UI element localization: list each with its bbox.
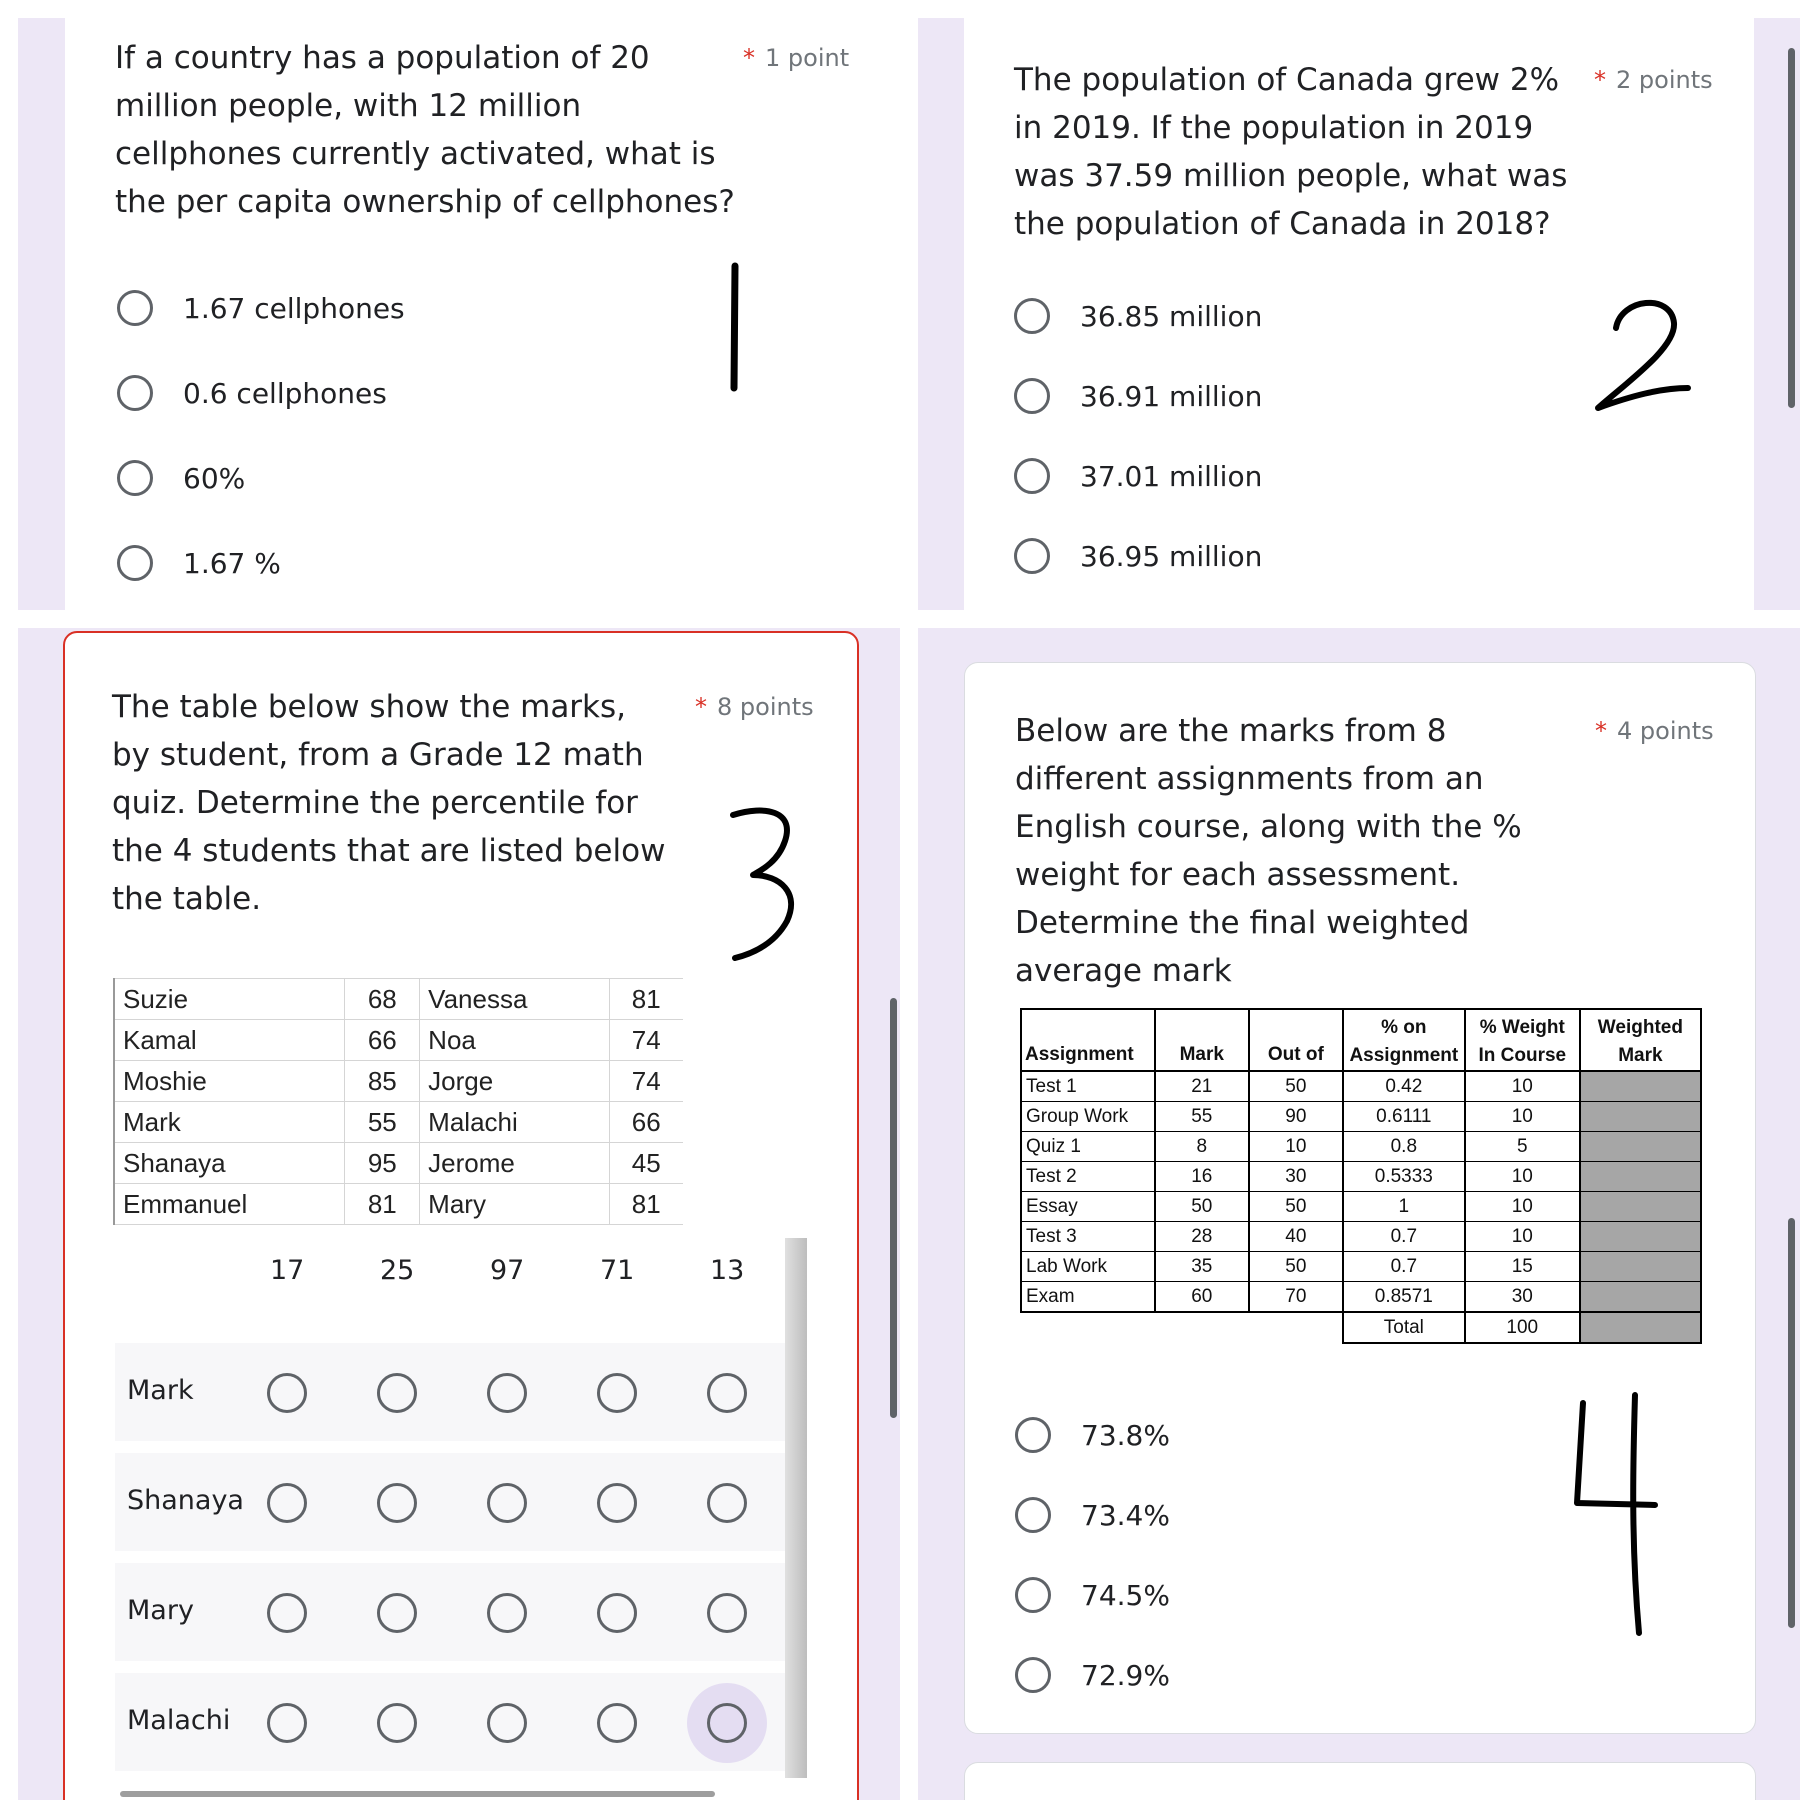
grid-radio[interactable] bbox=[267, 1703, 307, 1743]
radio-button[interactable] bbox=[117, 460, 153, 496]
panel-question-1 bbox=[18, 18, 900, 610]
option-label: 36.95 million bbox=[1080, 539, 1263, 573]
panel-question-2 bbox=[918, 18, 1800, 610]
table-row bbox=[114, 1102, 683, 1143]
question-4-title: Below are the marks from 8 different assignments from an English course, along with the % weight for each assessment. Determine the final weighted average mark bbox=[1015, 713, 1522, 989]
weighted-mark-cell bbox=[1580, 1102, 1701, 1132]
mark-cell: 28 bbox=[1155, 1222, 1249, 1252]
student-mark: 81 bbox=[609, 979, 683, 1020]
empty-cell bbox=[1155, 1312, 1249, 1343]
question-card-4 bbox=[964, 662, 1756, 1734]
assignment-name: Exam bbox=[1021, 1282, 1155, 1313]
radio-button[interactable] bbox=[1015, 1657, 1051, 1693]
weight-cell: 10 bbox=[1465, 1192, 1580, 1222]
table-row bbox=[114, 1061, 683, 1102]
student-mark: 66 bbox=[345, 1020, 420, 1061]
mark-cell: 35 bbox=[1155, 1252, 1249, 1282]
option-2[interactable] bbox=[117, 375, 387, 411]
option-label: 73.4% bbox=[1081, 1498, 1170, 1532]
option-4[interactable] bbox=[117, 545, 281, 581]
total-value: 100 bbox=[1465, 1312, 1580, 1343]
student-mark: 55 bbox=[345, 1102, 420, 1143]
grid-radio[interactable] bbox=[597, 1703, 637, 1743]
option-label: 1.67 % bbox=[183, 546, 281, 580]
table-total-row bbox=[1021, 1312, 1701, 1343]
grid-radio[interactable] bbox=[487, 1703, 527, 1743]
option-1[interactable] bbox=[1015, 1417, 1170, 1453]
student-mark: 81 bbox=[345, 1184, 420, 1225]
assignment-name: Test 1 bbox=[1021, 1071, 1155, 1102]
percent-cell: 0.6111 bbox=[1343, 1102, 1465, 1132]
panel-question-4 bbox=[918, 628, 1800, 1800]
student-mark: 81 bbox=[609, 1184, 683, 1225]
weighted-mark-cell bbox=[1580, 1071, 1701, 1102]
column-header: Mark bbox=[1155, 1009, 1249, 1071]
next-question-card bbox=[964, 1762, 1756, 1800]
assignment-name: Quiz 1 bbox=[1021, 1132, 1155, 1162]
student-name: Jorge bbox=[420, 1061, 609, 1102]
grid-row-label: Malachi bbox=[127, 1705, 231, 1736]
column-header: Out of bbox=[1249, 1009, 1343, 1071]
percent-cell: 0.8 bbox=[1343, 1132, 1465, 1162]
question-card-2 bbox=[964, 18, 1754, 610]
student-mark: 74 bbox=[609, 1061, 683, 1102]
student-mark: 45 bbox=[609, 1143, 683, 1184]
radio-button[interactable] bbox=[117, 290, 153, 326]
grid-column-header: 71 bbox=[600, 1255, 635, 1286]
table-row bbox=[114, 1020, 683, 1061]
option-4[interactable] bbox=[1014, 538, 1262, 574]
scrollbar[interactable] bbox=[890, 998, 897, 1418]
grid-row-mary bbox=[115, 1563, 795, 1661]
scrollbar[interactable] bbox=[1788, 1218, 1795, 1628]
column-header: % on Assignment bbox=[1343, 1009, 1465, 1071]
table-row bbox=[1021, 1102, 1701, 1132]
assignment-name: Test 2 bbox=[1021, 1162, 1155, 1192]
option-4[interactable] bbox=[1015, 1657, 1170, 1693]
handwritten-number-4 bbox=[1555, 1383, 1665, 1643]
question-2-points bbox=[1594, 66, 1713, 94]
option-label: 1.67 cellphones bbox=[183, 291, 405, 325]
grid-radio[interactable] bbox=[377, 1593, 417, 1633]
radio-button[interactable] bbox=[1014, 378, 1050, 414]
option-label: 37.01 million bbox=[1080, 459, 1263, 493]
mark-cell: 8 bbox=[1155, 1132, 1249, 1162]
question-3-points bbox=[695, 693, 814, 721]
student-name: Vanessa bbox=[420, 979, 609, 1020]
weighted-mark-cell bbox=[1580, 1252, 1701, 1282]
student-mark: 68 bbox=[345, 979, 420, 1020]
radio-button[interactable] bbox=[117, 545, 153, 581]
grid-row-shanaya bbox=[115, 1453, 795, 1551]
handwritten-number-3 bbox=[725, 803, 805, 963]
mark-cell: 60 bbox=[1155, 1282, 1249, 1313]
option-label: 36.85 million bbox=[1080, 299, 1263, 333]
weighted-mark-cell bbox=[1580, 1282, 1701, 1313]
option-3[interactable] bbox=[117, 460, 245, 496]
student-marks-table bbox=[113, 978, 683, 1225]
table-row bbox=[114, 1143, 683, 1184]
student-name: Mark bbox=[114, 1102, 345, 1143]
question-4-points bbox=[1595, 717, 1714, 745]
percent-cell: 1 bbox=[1343, 1192, 1465, 1222]
student-mark: 66 bbox=[609, 1102, 683, 1143]
grid-radio[interactable] bbox=[267, 1483, 307, 1523]
grid-radio[interactable] bbox=[707, 1483, 747, 1523]
student-name: Moshie bbox=[114, 1061, 345, 1102]
option-1[interactable] bbox=[117, 290, 405, 326]
assignment-name: Lab Work bbox=[1021, 1252, 1155, 1282]
table-row bbox=[114, 1184, 683, 1225]
weight-cell: 5 bbox=[1465, 1132, 1580, 1162]
out-of-cell: 50 bbox=[1249, 1071, 1343, 1102]
option-label: 60% bbox=[183, 461, 246, 495]
radio-button[interactable] bbox=[1015, 1497, 1051, 1533]
option-2[interactable] bbox=[1014, 378, 1262, 414]
student-name: Mary bbox=[420, 1184, 609, 1225]
student-mark: 95 bbox=[345, 1143, 420, 1184]
mark-cell: 16 bbox=[1155, 1162, 1249, 1192]
mark-cell: 55 bbox=[1155, 1102, 1249, 1132]
table-row bbox=[114, 979, 683, 1020]
question-1-title: If a country has a population of 20 million people, with 12 million cellphones currently activated, what is the per capita ownership of cellphones? bbox=[115, 40, 735, 220]
empty-cell bbox=[1021, 1312, 1155, 1343]
student-name: Noa bbox=[420, 1020, 609, 1061]
english-marks-table bbox=[1020, 1008, 1702, 1344]
grid-radio[interactable] bbox=[597, 1373, 637, 1413]
grid-radio[interactable] bbox=[377, 1703, 417, 1743]
assignment-name: Group Work bbox=[1021, 1102, 1155, 1132]
weighted-mark-cell bbox=[1580, 1192, 1701, 1222]
percent-cell: 0.8571 bbox=[1343, 1282, 1465, 1313]
out-of-cell: 30 bbox=[1249, 1162, 1343, 1192]
grid-radio[interactable] bbox=[597, 1593, 637, 1633]
table-row bbox=[1021, 1282, 1701, 1313]
question-1-points bbox=[743, 44, 849, 72]
percent-cell: 0.7 bbox=[1343, 1252, 1465, 1282]
handwritten-number-2 bbox=[1586, 288, 1696, 418]
percent-cell: 0.42 bbox=[1343, 1071, 1465, 1102]
column-header: Assignment bbox=[1021, 1009, 1155, 1071]
out-of-cell: 10 bbox=[1249, 1132, 1343, 1162]
grid-row-malachi bbox=[115, 1673, 795, 1771]
table-row bbox=[1021, 1252, 1701, 1282]
grid-radio[interactable] bbox=[487, 1593, 527, 1633]
out-of-cell: 50 bbox=[1249, 1252, 1343, 1282]
student-name: Jerome bbox=[420, 1143, 609, 1184]
required-asterisk: * bbox=[695, 693, 707, 721]
option-2[interactable] bbox=[1015, 1497, 1170, 1533]
out-of-cell: 90 bbox=[1249, 1102, 1343, 1132]
percent-cell: 0.7 bbox=[1343, 1222, 1465, 1252]
weight-cell: 10 bbox=[1465, 1071, 1580, 1102]
assignment-name: Test 3 bbox=[1021, 1222, 1155, 1252]
radio-button[interactable] bbox=[1015, 1417, 1051, 1453]
option-label: 0.6 cellphones bbox=[183, 376, 387, 410]
grid-row-label: Mark bbox=[127, 1375, 194, 1406]
grid-row-label: Shanaya bbox=[127, 1485, 244, 1516]
mark-cell: 21 bbox=[1155, 1071, 1249, 1102]
weight-cell: 10 bbox=[1465, 1162, 1580, 1192]
grid-radio[interactable] bbox=[597, 1483, 637, 1523]
required-asterisk: * bbox=[1594, 66, 1606, 94]
question-card-3 bbox=[63, 631, 859, 1800]
points-label: 2 points bbox=[1616, 66, 1713, 94]
grid-radio[interactable] bbox=[487, 1483, 527, 1523]
grid-radio[interactable] bbox=[707, 1373, 747, 1413]
table-header-row bbox=[1021, 1009, 1701, 1071]
student-name: Malachi bbox=[420, 1102, 609, 1143]
grid-radio[interactable] bbox=[267, 1593, 307, 1633]
grid-radio[interactable] bbox=[487, 1373, 527, 1413]
grid-row-label: Mary bbox=[127, 1595, 194, 1626]
handwritten-number-1 bbox=[715, 258, 755, 398]
grid-column-header: 25 bbox=[380, 1255, 415, 1286]
scrollbar[interactable] bbox=[1788, 48, 1795, 408]
radio-button[interactable] bbox=[1014, 538, 1050, 574]
table-row bbox=[1021, 1162, 1701, 1192]
student-mark: 85 bbox=[345, 1061, 420, 1102]
points-label: 1 point bbox=[765, 44, 850, 72]
question-2-title: The population of Canada grew 2% in 2019. If the population in 2019 was 37.59 million people, what was the population of Canada in 2018? bbox=[1014, 62, 1568, 242]
required-asterisk: * bbox=[1595, 717, 1607, 745]
grid-column-header: 97 bbox=[490, 1255, 525, 1286]
option-label: 36.91 million bbox=[1080, 379, 1263, 413]
option-label: 74.5% bbox=[1081, 1578, 1170, 1612]
grid-radio[interactable] bbox=[377, 1483, 417, 1523]
radio-button[interactable] bbox=[1014, 298, 1050, 334]
required-asterisk: * bbox=[743, 44, 755, 72]
points-label: 8 points bbox=[717, 693, 814, 721]
student-name: Suzie bbox=[114, 979, 345, 1020]
weight-cell: 10 bbox=[1465, 1222, 1580, 1252]
out-of-cell: 50 bbox=[1249, 1192, 1343, 1222]
grid-scroll-shadow bbox=[785, 1238, 807, 1778]
table-row bbox=[1021, 1132, 1701, 1162]
grid-row-mark bbox=[115, 1343, 795, 1441]
grid-radio[interactable] bbox=[267, 1373, 307, 1413]
grid-column-header: 13 bbox=[710, 1255, 745, 1286]
table-row bbox=[1021, 1192, 1701, 1222]
grid-radio[interactable] bbox=[377, 1373, 417, 1413]
table-row bbox=[1021, 1222, 1701, 1252]
radio-button[interactable] bbox=[1014, 458, 1050, 494]
collage-divider bbox=[900, 0, 918, 1818]
option-3[interactable] bbox=[1015, 1577, 1170, 1613]
mark-cell: 50 bbox=[1155, 1192, 1249, 1222]
grid-radio[interactable] bbox=[707, 1593, 747, 1633]
weight-cell: 10 bbox=[1465, 1102, 1580, 1132]
student-name: Emmanuel bbox=[114, 1184, 345, 1225]
option-label: 73.8% bbox=[1081, 1418, 1170, 1452]
percent-cell: 0.5333 bbox=[1343, 1162, 1465, 1192]
option-label: 72.9% bbox=[1081, 1658, 1170, 1692]
radio-button[interactable] bbox=[117, 375, 153, 411]
weighted-mark-cell bbox=[1580, 1222, 1701, 1252]
table-row bbox=[1021, 1071, 1701, 1102]
total-label: Total bbox=[1343, 1312, 1465, 1343]
option-1[interactable] bbox=[1014, 298, 1262, 334]
question-3-title: The table below show the marks, by student, from a Grade 12 math quiz. Determine the percentile for the 4 students that are listed below the table. bbox=[112, 689, 666, 917]
weight-cell: 30 bbox=[1465, 1282, 1580, 1313]
weighted-mark-cell bbox=[1580, 1162, 1701, 1192]
column-header: Weighted Mark bbox=[1580, 1009, 1701, 1071]
out-of-cell: 70 bbox=[1249, 1282, 1343, 1313]
horizontal-scrollbar[interactable] bbox=[120, 1791, 715, 1797]
radio-button[interactable] bbox=[1015, 1577, 1051, 1613]
grid-radio[interactable] bbox=[707, 1703, 747, 1743]
empty-cell bbox=[1249, 1312, 1343, 1343]
column-header: % Weight In Course bbox=[1465, 1009, 1580, 1071]
assignment-name: Essay bbox=[1021, 1192, 1155, 1222]
weighted-mark-cell bbox=[1580, 1132, 1701, 1162]
student-name: Shanaya bbox=[114, 1143, 345, 1184]
points-label: 4 points bbox=[1617, 717, 1714, 745]
student-mark: 74 bbox=[609, 1020, 683, 1061]
student-name: Kamal bbox=[114, 1020, 345, 1061]
out-of-cell: 40 bbox=[1249, 1222, 1343, 1252]
grid-column-header: 17 bbox=[270, 1255, 305, 1286]
weight-cell: 15 bbox=[1465, 1252, 1580, 1282]
weighted-mark-total bbox=[1580, 1312, 1701, 1343]
option-3[interactable] bbox=[1014, 458, 1262, 494]
question-card-1 bbox=[65, 18, 900, 610]
panel-question-3 bbox=[18, 628, 900, 1800]
